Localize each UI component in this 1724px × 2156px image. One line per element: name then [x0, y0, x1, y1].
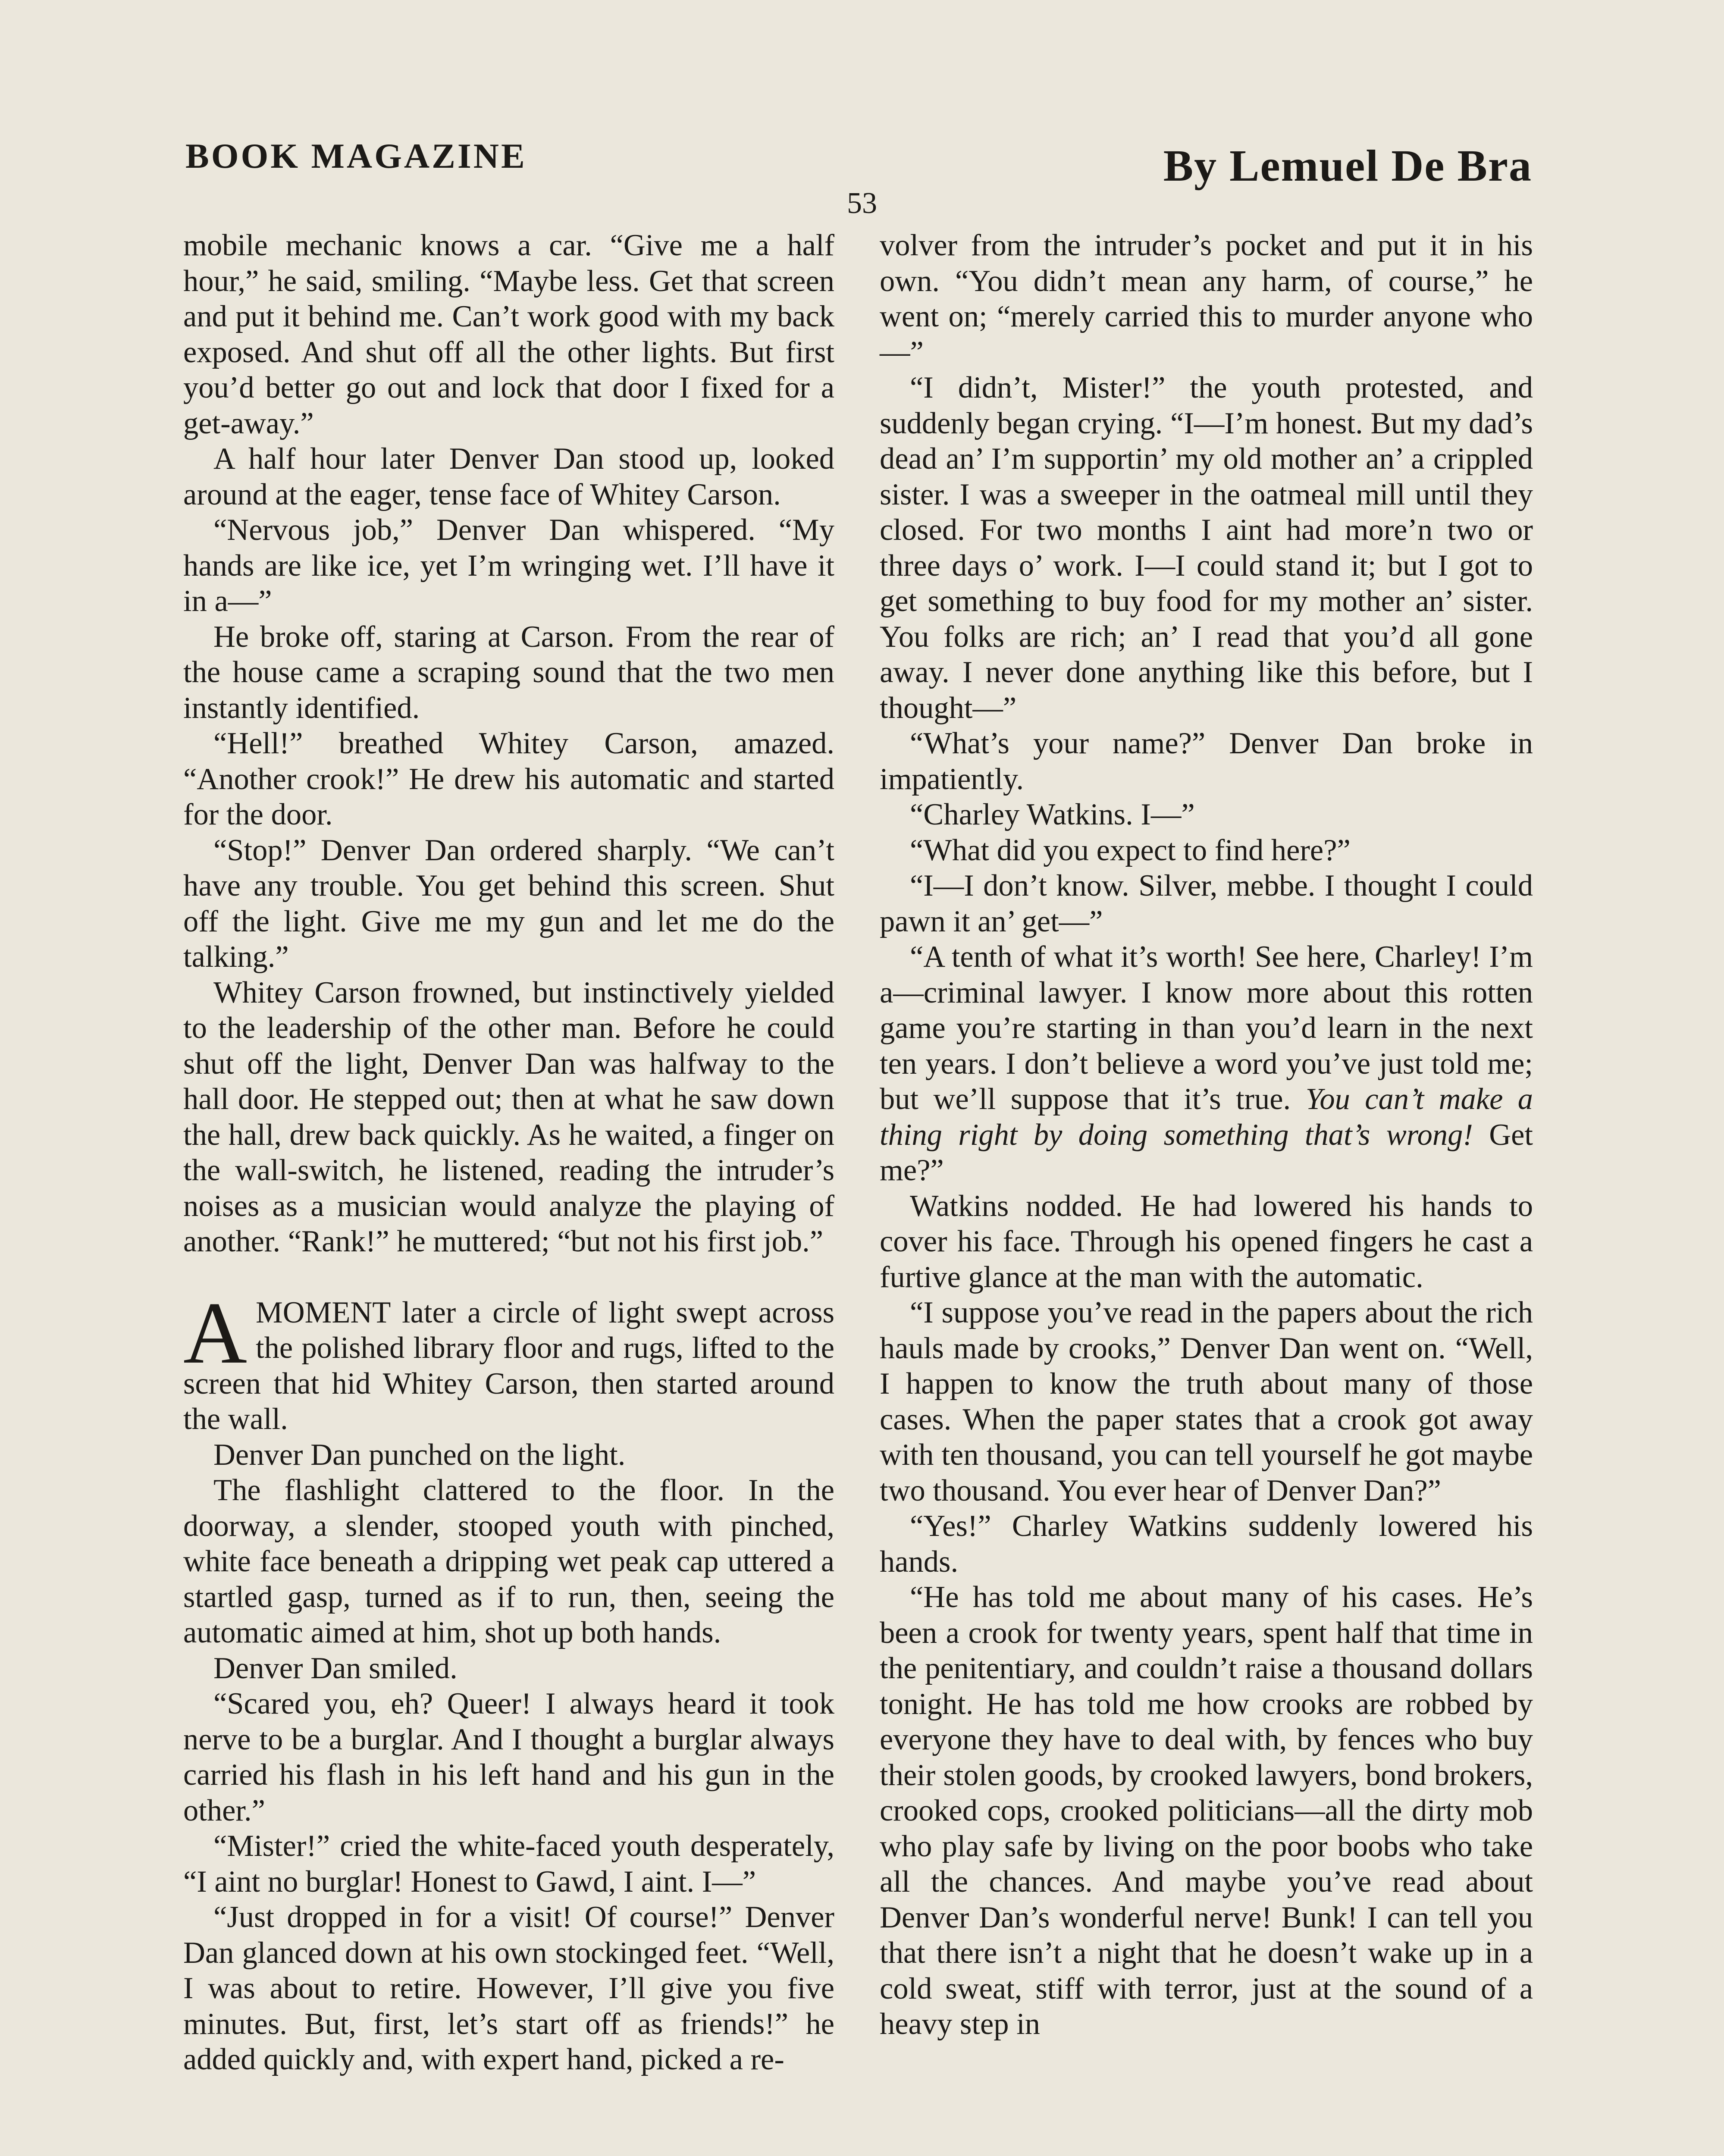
paragraph: “Hell!” breathed Whitey Carson, amazed. “Another crook!” He drew his automatic and started for the door. — [183, 727, 834, 831]
paragraph: volver from the intruder’s pocket and put it in his own. “You didn’t mean any harm, of course,” he went on; “merely carried this to murder anyone who—” — [880, 229, 1533, 369]
lawyer-text-start: “A tenth of what it’s worth! See here, Charley! I’m a—criminal lawyer. I know more about this rotten game you’re starting in than you’d learn in the next ten years. I don’t believe a word you’ve just told me; but we’ll suppose that it’s true. — [880, 940, 1533, 1116]
paragraph: “I didn’t, Mister!” the youth protested, and suddenly began crying. “I—I’m honest. But my dad’s dead an’ I’m supportin’ my old mother an’ a crippled sister. I was a sweeper in the oatmeal mill until they closed. For two months I aint had more’n two or three days o’ work. I—I could stand it; but I got to get something to buy food for my mother an’ sister. You folks are rich; an’ I read that you’d all gone away. I never done anything like this before, but I thought—” — [880, 371, 1533, 725]
paragraph: “He has told me about many of his cases. He’s been a crook for twenty years, spent half that time in the penitentiary, and couldn’t raise a thousand dollars tonight. He has told me how crooks are robbed by everyone they have to deal with, by fences who buy their stolen goods, by crooked lawyers, bond brokers, crooked cops, crooked politicians—all the dirty mob who play safe by living on the poor boobs who take all the chances. And maybe you’ve read about Denver Dan’s wonderful nerve! Bunk! I can tell you that there isn’t a night that he doesn’t wake up in a cold sweat, stiff with terror, just at the sound of a heavy step in — [880, 1580, 1533, 2041]
left-column — [183, 228, 834, 2078]
right-column — [880, 228, 1533, 2042]
page-number: 53 — [847, 187, 877, 220]
paragraph: “Just dropped in for a visit! Of course!” Denver Dan glanced down at his own stockinged feet. “Well, I was about to retire. However, I’ll give you five minutes. But, first, let’s start off as friends!” he added quickly and, with expert hand, picked a re- — [183, 1900, 834, 2076]
author-byline: By Lemuel De Bra — [1163, 141, 1532, 191]
paragraph: He broke off, staring at Carson. From the rear of the house came a scraping sound that the two men instantly identified. — [183, 620, 834, 725]
paragraph: “Scared you, eh? Queer! I always heard it took nerve to be a burglar. And I thought a burglar always carried his flash in his left hand and his gun in the other.” — [183, 1687, 834, 1827]
paragraph: “Mister!” cried the white-faced youth desperately, “I aint no burglar! Honest to Gawd, I aint. I—” — [183, 1829, 834, 1899]
paragraph: “Yes!” Charley Watkins suddenly lowered his hands. — [880, 1509, 1533, 1579]
section-start-paragraph — [183, 1284, 834, 1437]
paragraph: Denver Dan smiled. — [213, 1651, 458, 1685]
paragraph: “What did you expect to find here?” — [910, 833, 1351, 867]
paragraph: “Charley Watkins. I—” — [910, 798, 1195, 831]
lawyer-text-end: Get me?” — [880, 1118, 1533, 1187]
paragraph: “Stop!” Denver Dan ordered sharply. “We can’t have any trouble. You get behind this screen. Shut off the light. Give me my gun and let me do the talking.” — [183, 833, 834, 974]
paragraph: The flashlight clattered to the floor. In the doorway, a slender, stooped youth with pinched, white face beneath a dripping wet peak cap uttered a startled gasp, turned as if to run, then, seeing the automatic aimed at him, shot up both hands. — [183, 1473, 834, 1649]
paragraph: A half hour later Denver Dan stood up, looked around at the eager, tense face of Whitey Carson. — [183, 442, 834, 511]
italic-moral: You can’t make a thing right by doing something that’s wrong! — [880, 1082, 1533, 1152]
magazine-title: BOOK MAGAZINE — [185, 136, 527, 175]
paragraph: “What’s your name?” Denver Dan broke in impatiently. — [880, 727, 1533, 796]
paragraph: “I suppose you’ve read in the papers about the rich hauls made by crooks,” Denver Dan went on. “Well, I happen to know the truth about many of those cases. When the paper states that a crook got away with ten thousand, you can tell yourself he got maybe two thousand. You ever hear of Denver Dan?” — [880, 1296, 1533, 1507]
paragraph: mobile mechanic knows a car. “Give me a half hour,” he said, smiling. “Maybe less. Get that screen and put it behind me. Can’t work good with my back exposed. And shut off all the other lights. But first you’d better go out and lock that door I fixed for a get-away.” — [183, 229, 834, 440]
paragraph: Watkins nodded. He had lowered his hands to cover his face. Through his opened fingers he cast a furtive glance at the man with the automatic. — [880, 1189, 1533, 1294]
paragraph — [880, 939, 1533, 1188]
drop-cap: A — [183, 1284, 248, 1382]
paragraph: Whitey Carson frowned, but instinctively yielded to the leadership of the other man. Before he could shut off the light, Denver Dan was halfway to the hall door. He stepped out; then at what he saw down the hall, drew back quickly. As he waited, a finger on the wall-switch, he listened, reading the intruder’s noises as a musician would analyze the playing of another. “Rank!” he muttered; “but not his first job.” — [183, 975, 834, 1258]
paragraph: “I—I don’t know. Silver, mebbe. I thought I could pawn it an’ get—” — [880, 869, 1533, 938]
paragraph: Denver Dan punched on the light. — [213, 1438, 626, 1472]
section-first-text: MOMENT later a circle of light swept across the polished library floor and rugs, lifted to the screen that hid Whitey Carson, then started around the wall. — [183, 1295, 834, 1436]
paragraph: “Nervous job,” Denver Dan whispered. “My hands are like ice, yet I’m wringing wet. I’ll have it in a—” — [183, 513, 834, 618]
